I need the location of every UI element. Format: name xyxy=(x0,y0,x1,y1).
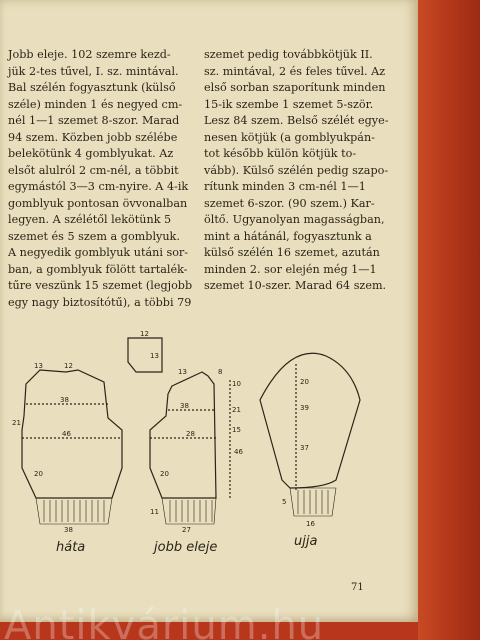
pocket-label: 13 xyxy=(150,352,159,360)
measurement-labels xyxy=(12,330,315,534)
sleeve-label: 39 xyxy=(300,404,309,412)
sleeve-label: 16 xyxy=(306,520,315,528)
back-piece-outline xyxy=(22,370,122,498)
front-label: 46 xyxy=(234,448,243,456)
front-label: 8 xyxy=(218,368,223,376)
front-piece-outline xyxy=(150,372,216,498)
caption-sleeve: ujja xyxy=(294,534,318,549)
front-label: 15 xyxy=(232,426,241,434)
back-label: 12 xyxy=(64,362,73,370)
front-label: 11 xyxy=(150,508,159,516)
back-label: 13 xyxy=(34,362,43,370)
front-label: 13 xyxy=(178,368,187,376)
page-number: 71 xyxy=(351,582,364,593)
book-edge-background xyxy=(418,0,480,640)
front-label: 28 xyxy=(186,430,195,438)
pocket-label: 12 xyxy=(140,330,149,338)
back-label: 21 xyxy=(12,419,21,427)
front-label: 10 xyxy=(232,380,241,388)
sleeve-outline xyxy=(260,353,360,488)
front-label: 38 xyxy=(180,402,189,410)
sleeve-label: 37 xyxy=(300,444,309,452)
caption-back: háta xyxy=(56,540,86,555)
front-label: 21 xyxy=(232,406,241,414)
back-label: 20 xyxy=(34,470,43,478)
front-label: 27 xyxy=(182,526,191,534)
ribbing-hatching xyxy=(36,488,336,524)
sleeve-label: 20 xyxy=(300,378,309,386)
text-column-left: Jobb eleje. 102 szemre kezd- jük 2-tes tűvel, I. sz. mintával. Bal szélén fogyasztunk (külső széle) minden 1 és negyed cm- nél 1—1 szemet 8-szor. Marad 94 szem. Közben jobb szélébe belekötünk 4 gomblyukat. Az elsőt alulról 2 cm-nél, a többit egymástól 3—3 cm-nyire. A 4-ik gomblyuk pontosan övvonalban legyen. A szélétől lekötünk 5 szemet és 5 szem a gomblyuk. A negyedik gomblyuk utáni sor- ban, a gomblyuk fölött tartalék- tűre veszünk 15 szemet (legjobb egy nagy biztosítótű), a többi 79 xyxy=(8,48,193,309)
back-label: 38 xyxy=(64,526,73,534)
text-column-right: szemet pedig továbbkötjük II. sz. mintával, 2 és feles tűvel. Az első sorban szaporítunk minden 15-ik szembe 1 szemet 5-ször. Lesz 84 szem. Belső szélét egye- nesen kötjük (a gomblyukpán- tot később külön kötjük to- vább). Külső szélén pedig szapo- rítunk minden 3 cm-nél 1—1 szemet 6-szor. (90 szem.) Kar- öltő. Ugyanolyan magasságban, mint a hátánál, fogyasztunk a külső szélén 16 szemet, azután minden 2. sor elején még 1—1 szemet 10-szer. Marad 64 szem. xyxy=(204,48,389,292)
knitting-pattern-diagram xyxy=(0,320,418,570)
caption-front: jobb eleje xyxy=(154,540,218,555)
back-label: 38 xyxy=(60,396,69,404)
sleeve-label: 5 xyxy=(282,498,287,506)
back-label: 46 xyxy=(62,430,71,438)
front-label: 20 xyxy=(160,470,169,478)
watermark: Antikvárium.hu xyxy=(4,606,325,640)
pattern-drawing xyxy=(0,320,418,570)
